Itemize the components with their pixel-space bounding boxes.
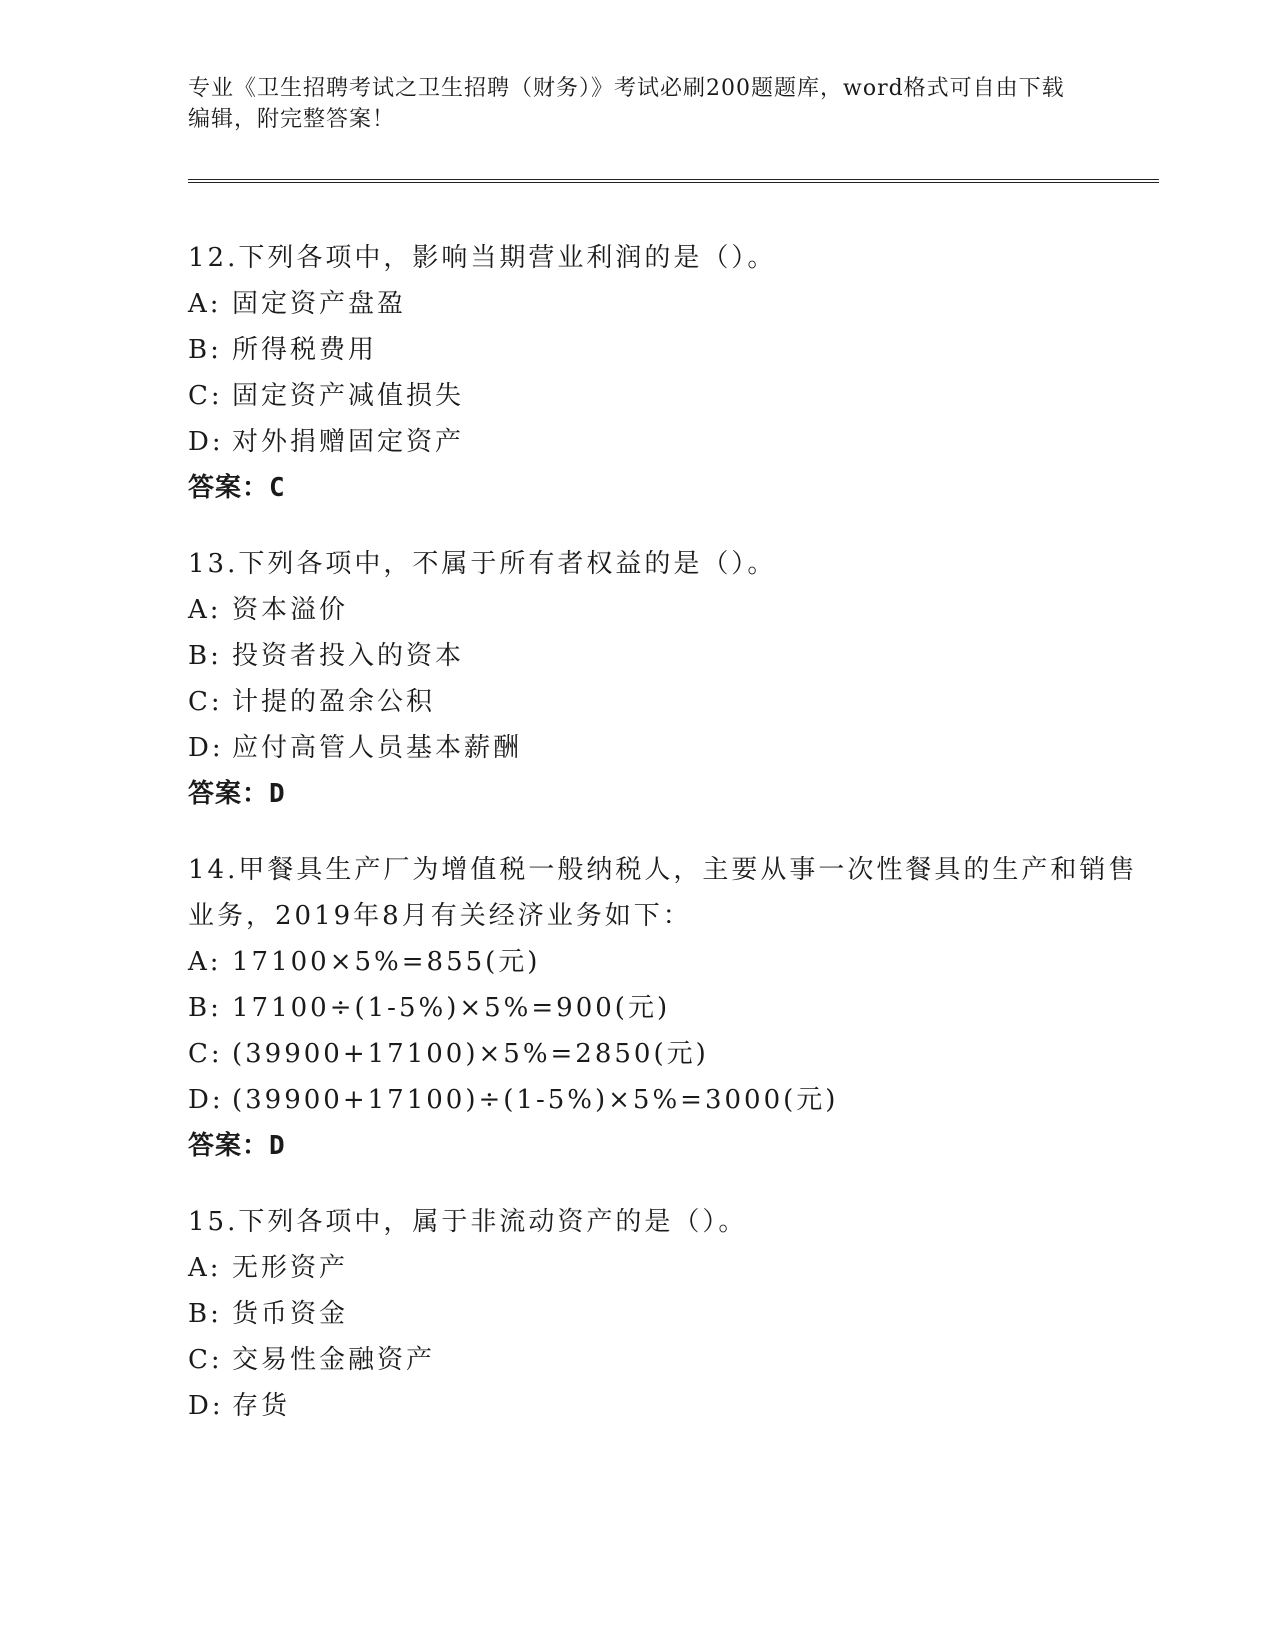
answer-line — [188, 771, 1148, 817]
option-text: 资本溢价 — [232, 595, 349, 625]
question-14 — [188, 847, 1148, 1169]
option-text: 投资者投入的资本 — [232, 641, 465, 671]
option-key: A: — [188, 595, 222, 625]
document-header — [188, 73, 1068, 135]
question-list — [188, 235, 1148, 1459]
option-text: 交易性金融资产 — [232, 1345, 436, 1375]
option-text: 固定资产减值损失 — [232, 381, 465, 411]
question-stem: 15.下列各项中，属于非流动资产的是（）。 — [188, 1207, 748, 1237]
option-c — [188, 373, 1148, 419]
option-a — [188, 587, 1148, 633]
option-text: 17100÷(1-5%)×5%=900(元) — [232, 993, 671, 1023]
header-divider — [188, 179, 1159, 183]
option-key: C: — [188, 1345, 223, 1375]
option-key: A: — [188, 289, 222, 319]
option-a — [188, 1245, 1148, 1291]
answer-value: D — [269, 779, 286, 809]
option-d — [188, 1383, 1148, 1429]
option-text: 计提的盈余公积 — [232, 687, 436, 717]
question-stem: 14.甲餐具生产厂为增值税一般纳税人，主要从事一次性餐具的生产和销售业务，2019年8月有关经济业务如下： — [188, 855, 1138, 931]
option-b — [188, 1291, 1148, 1337]
option-a — [188, 939, 1148, 985]
option-text: 存货 — [232, 1391, 291, 1421]
option-key: D: — [188, 733, 224, 763]
answer-label: 答案： — [188, 779, 270, 809]
option-key: C: — [188, 687, 223, 717]
option-a — [188, 281, 1148, 327]
answer-label: 答案： — [188, 473, 270, 503]
option-c — [188, 1337, 1148, 1383]
answer-line — [188, 465, 1148, 511]
option-key: C: — [188, 381, 223, 411]
option-key: A: — [188, 947, 222, 977]
option-key: A: — [188, 1253, 222, 1283]
answer-line — [188, 1123, 1148, 1169]
option-text: 所得税费用 — [232, 335, 378, 365]
option-b — [188, 633, 1148, 679]
option-key: B: — [188, 1299, 222, 1329]
header-text: 专业《卫生招聘考试之卫生招聘（财务）》考试必刷200题题库，word格式可自由下载编辑，附完整答案！ — [188, 76, 1065, 132]
option-c — [188, 1031, 1148, 1077]
option-key: B: — [188, 335, 222, 365]
question-15 — [188, 1199, 1148, 1429]
option-c — [188, 679, 1148, 725]
option-key: B: — [188, 993, 222, 1023]
option-d — [188, 1077, 1148, 1123]
option-text: 货币资金 — [232, 1299, 349, 1329]
option-text: 应付高管人员基本薪酬 — [232, 733, 523, 763]
option-text: 固定资产盘盈 — [232, 289, 407, 319]
question-13 — [188, 541, 1148, 817]
option-b — [188, 985, 1148, 1031]
option-text: (39900+17100)÷(1-5%)×5%=3000(元) — [232, 1085, 839, 1115]
option-key: B: — [188, 641, 222, 671]
option-key: D: — [188, 427, 224, 457]
option-text: (39900+17100)×5%=2850(元) — [232, 1039, 709, 1069]
option-key: D: — [188, 1391, 224, 1421]
answer-value: D — [269, 1131, 286, 1161]
option-b — [188, 327, 1148, 373]
option-d — [188, 419, 1148, 465]
option-key: D: — [188, 1085, 224, 1115]
option-text: 对外捐赠固定资产 — [232, 427, 465, 457]
option-text: 17100×5%=855(元) — [232, 947, 541, 977]
question-12 — [188, 235, 1148, 511]
question-stem: 13.下列各项中，不属于所有者权益的是（）。 — [188, 549, 777, 579]
answer-value: C — [269, 473, 286, 503]
option-text: 无形资产 — [232, 1253, 349, 1283]
option-d — [188, 725, 1148, 771]
question-stem: 12.下列各项中，影响当期营业利润的是（）。 — [188, 243, 777, 273]
option-key: C: — [188, 1039, 223, 1069]
answer-label: 答案： — [188, 1131, 270, 1161]
